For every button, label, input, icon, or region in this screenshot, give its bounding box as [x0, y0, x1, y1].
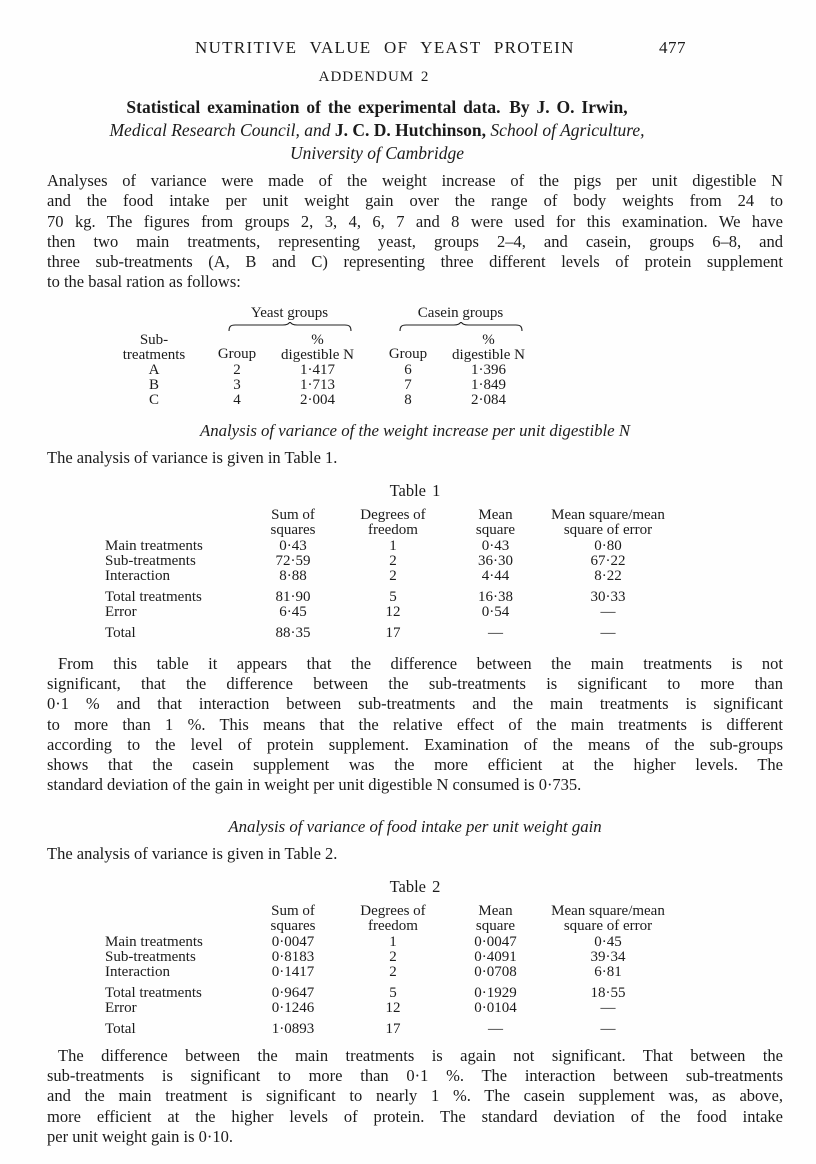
casein-groups-brace	[399, 322, 523, 331]
text-line: Analyses of variance were made of the weight increase of the pigs per unit digestible N	[47, 171, 783, 190]
digestible-n-label: digestible N	[281, 346, 354, 363]
cell: —	[600, 1020, 616, 1037]
cell: 72·59	[275, 552, 311, 569]
cell: 39·34	[590, 948, 626, 965]
table-row	[103, 1001, 678, 1016]
sub-treatment-cell: B	[148, 377, 159, 394]
cell: 16·38	[478, 588, 513, 605]
cell: 0·1929	[474, 984, 517, 1001]
cell: —	[600, 624, 616, 641]
cell: 2	[389, 567, 397, 584]
table-row	[103, 1016, 678, 1037]
row-label: Total	[105, 1020, 136, 1037]
sub-treatments-header	[99, 333, 209, 363]
cell: 6·81	[594, 963, 622, 980]
sub-treatment-cell: C	[148, 392, 159, 409]
text-line: three sub-treatments (A, B and C) representing three different levels of protein supplement	[47, 252, 783, 272]
table-row	[103, 935, 678, 950]
sub-treatment-cell: A	[148, 361, 160, 378]
text-line: and the main treatment is significant to nearly 1 %. The casein supplement was, as above,	[47, 1086, 783, 1106]
cell: 67·22	[590, 552, 626, 569]
sum-of-squares-header: Sum of squares	[270, 902, 316, 935]
cell: 0·43	[279, 537, 307, 554]
cell: 0·1246	[271, 999, 315, 1016]
pct-sign: %	[482, 331, 495, 348]
text-line: to more than 1 %. This means that the relative effect of the main treatments is different	[47, 714, 783, 734]
cell: —	[600, 999, 616, 1016]
casein-pct-column-header	[436, 333, 541, 363]
section2-heading: Analysis of variance of food intake per unit weight gain	[228, 816, 602, 836]
table-row	[103, 584, 678, 605]
table-row	[103, 605, 678, 620]
casein-groups-header: Casein groups	[417, 304, 504, 321]
yeast-pct-cell: 2·004	[300, 392, 335, 409]
mean-square-header: Mean square	[475, 902, 516, 935]
text-line: per unit weight gain is 0·10.	[47, 1126, 234, 1146]
cell: 0·1417	[271, 963, 315, 980]
yeast-group-cell: 2	[233, 361, 241, 378]
table-row	[103, 980, 678, 1001]
cell: 6·45	[279, 603, 307, 620]
groups-table-row	[99, 378, 541, 393]
yeast-group-cell: 4	[233, 392, 241, 409]
casein-group-column-header: Group	[388, 346, 428, 363]
casein-group-cell: 6	[404, 361, 412, 378]
row-label: Total treatments	[105, 984, 202, 1001]
yeast-group-column-header: Group	[217, 346, 257, 363]
cell: 0·9647	[271, 984, 315, 1001]
text-line: then two main treatments, representing yeast, groups 2–4, and casein, groups 6–8, and	[47, 231, 783, 251]
text-line: sub-treatments is significant to more than 0·1 %. The interaction between sub-treatments	[47, 1066, 783, 1086]
cell: 8·88	[279, 567, 307, 584]
groups-table-span-headers	[99, 305, 541, 322]
cell: 12	[385, 999, 401, 1016]
cell: 0·45	[594, 933, 622, 950]
table2-anova	[103, 904, 678, 1037]
yeast-pct-cell: 1·417	[300, 361, 335, 378]
running-head-title: NUTRITIVE VALUE OF YEAST PROTEIN	[195, 38, 575, 57]
cell: 8·22	[594, 567, 622, 584]
cell: 1	[389, 537, 397, 554]
row-label: Sub-treatments	[105, 552, 196, 569]
groups-table	[99, 305, 541, 409]
row-label: Main treatments	[105, 537, 203, 554]
text-line: and the food intake per unit weight gain over the range of body weights from 24 to	[47, 191, 783, 211]
yeast-pct-column-header	[265, 333, 370, 363]
cell: 18·55	[590, 984, 626, 1001]
row-label: Total	[105, 624, 136, 641]
intro-paragraph	[47, 171, 783, 293]
groups-table-column-headers	[99, 333, 541, 363]
cell: —	[488, 624, 503, 641]
row-label: Total treatments	[105, 588, 202, 605]
row-label: Interaction	[105, 567, 170, 584]
casein-group-cell: 7	[404, 377, 412, 394]
text-line: according to the level of protein supplement. Examination of the means of the sub-groups	[47, 734, 783, 754]
yeast-group-cell: 3	[233, 377, 241, 394]
variance-ratio-header: Mean square/mean square of error	[551, 902, 665, 935]
table-row	[103, 554, 678, 569]
table2-header-row	[103, 904, 678, 935]
text-line: more efficient at the higher levels of protein. The standard deviation of the food intake	[47, 1106, 783, 1126]
variance-ratio-header: Mean square/mean square of error	[551, 506, 665, 539]
yeast-groups-header: Yeast groups	[250, 304, 329, 321]
row-label: Error	[105, 603, 137, 620]
cell: 0·0047	[271, 933, 315, 950]
cell: 0·43	[481, 537, 510, 554]
table-row	[103, 569, 678, 584]
article-title-line: Statistical examination of the experimental data. By J. O. Irwin,	[126, 97, 628, 117]
cell: 17	[385, 624, 401, 641]
cell: 5	[389, 588, 397, 605]
groups-table-row	[99, 393, 541, 408]
text-line: significant, that the difference between the sub-treatments is significant to more than	[47, 673, 783, 693]
pct-sign: %	[311, 331, 324, 348]
text-line: standard deviation of the gain in weight per unit digestible N consumed is 0·735.	[47, 775, 582, 795]
mean-square-header: Mean square	[475, 506, 516, 539]
cell: 0·80	[594, 537, 622, 554]
row-label: Sub-treatments	[105, 948, 196, 965]
section1-intro: The analysis of variance is given in Table 1.	[47, 447, 338, 467]
cell: 0·4091	[474, 948, 517, 965]
text-line: From this table it appears that the difference between the main treatments is not	[58, 653, 783, 673]
page-number: 477	[659, 38, 686, 57]
cell: 17	[385, 1020, 401, 1037]
cell: 2	[389, 948, 397, 965]
sub-treatments-header-line2: treatments	[122, 346, 186, 363]
groups-table-row	[99, 363, 541, 378]
degrees-of-freedom-header: Degrees of freedom	[360, 902, 426, 935]
cell: 36·30	[478, 552, 513, 569]
cell: 0·0104	[474, 999, 517, 1016]
authors-line	[103, 119, 651, 142]
table-row	[103, 965, 678, 980]
digestible-n-label: digestible N	[452, 346, 525, 363]
cell: 0·0047	[474, 933, 517, 950]
cell: 12	[385, 603, 401, 620]
row-label: Interaction	[105, 963, 170, 980]
cell: 81·90	[275, 588, 311, 605]
casein-group-cell: 8	[404, 392, 412, 409]
casein-pct-cell: 1·849	[471, 377, 506, 394]
cell: 2	[389, 552, 397, 569]
cell: 0·0708	[474, 963, 517, 980]
table2-caption: Table 2	[389, 876, 441, 896]
running-head	[47, 38, 783, 57]
sum-of-squares-header: Sum of squares	[270, 506, 316, 539]
cell: 5	[389, 984, 397, 1001]
section1-discussion	[47, 654, 783, 796]
section1-heading: Analysis of variance of the weight increase per unit digestible N	[199, 420, 631, 440]
cell: 0·8183	[271, 948, 315, 965]
degrees-of-freedom-header: Degrees of freedom	[360, 506, 426, 539]
yeast-groups-brace	[228, 322, 352, 331]
row-label: Main treatments	[105, 933, 203, 950]
addendum-heading: ADDENDUM 2	[318, 69, 430, 85]
cell: 88·35	[275, 624, 311, 641]
casein-pct-cell: 1·396	[471, 361, 506, 378]
row-label: Error	[105, 999, 137, 1016]
byline	[103, 96, 651, 165]
affiliation-2: School of Agriculture,	[490, 120, 645, 140]
text-line: The difference between the main treatments is again not significant. That between the	[58, 1045, 783, 1065]
table1-anova	[103, 508, 678, 641]
author-2: J. C. D. Hutchinson,	[334, 120, 491, 140]
text-line: to the basal ration as follows:	[47, 272, 241, 292]
casein-pct-cell: 2·084	[471, 392, 506, 409]
section2-intro: The analysis of variance is given in Table 2.	[47, 843, 338, 863]
table-row	[103, 539, 678, 554]
table1-header-row	[103, 508, 678, 539]
table-row	[103, 950, 678, 965]
text-line: shows that the casein supplement was the more efficient at the higher levels. The	[47, 755, 783, 775]
table-row	[103, 620, 678, 641]
cell: 4·44	[481, 567, 510, 584]
cell: —	[488, 1020, 503, 1037]
sub-treatments-header-line1: Sub-	[139, 331, 169, 348]
yeast-pct-cell: 1·713	[300, 377, 335, 394]
affiliation-3: University of Cambridge	[289, 143, 464, 163]
table1-caption: Table 1	[389, 480, 441, 500]
cell: 30·33	[590, 588, 626, 605]
text-line: 70 kg. The figures from groups 2, 3, 4, 6, 7 and 8 were used for this examination. We have	[47, 211, 783, 231]
affiliation-1: Medical Research Council, and	[109, 120, 335, 140]
section2-discussion	[47, 1046, 783, 1147]
cell: —	[600, 603, 616, 620]
affiliation-line	[103, 142, 651, 165]
cell: 1	[389, 933, 397, 950]
text-line: 0·1 % and that interaction between sub-treatments and the main treatments is significant	[47, 694, 783, 714]
cell: 0·54	[481, 603, 510, 620]
cell: 1·0893	[271, 1020, 315, 1037]
cell: 2	[389, 963, 397, 980]
